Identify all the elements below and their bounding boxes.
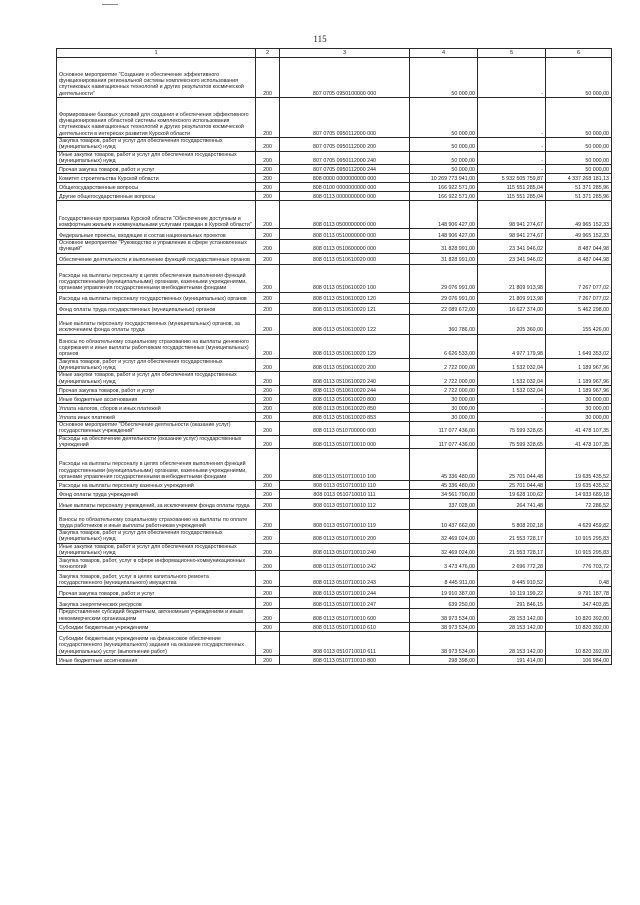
row-line-code: 200 — [256, 449, 280, 481]
row-classification-code: 808 0113 0510710010 100 — [280, 449, 410, 481]
row-line-code: 200 — [256, 138, 280, 152]
row-value-col5: 5 808 202,18 — [478, 510, 546, 530]
row-value-col6: 106 984,00 — [546, 655, 612, 664]
row-value-col4: 29 076 991,00 — [410, 292, 478, 303]
table-row — [57, 165, 612, 174]
row-line-code: 200 — [256, 229, 280, 240]
row-line-code: 200 — [256, 58, 280, 98]
row-value-col4: 2 722 000,00 — [410, 385, 478, 394]
row-value-col5: - — [478, 98, 546, 138]
row-classification-code: 808 0113 0510610020 200 — [280, 358, 410, 372]
table-row — [57, 372, 612, 386]
row-line-code: 200 — [256, 253, 280, 264]
row-value-col4: 45 336 480,00 — [410, 481, 478, 490]
row-value-col6: 50 000,00 — [546, 151, 612, 165]
row-value-col5: 28 153 142,00 — [478, 631, 546, 655]
row-name: Иные выплаты персоналу государственных (муниципальных) органов, за исключением фонда оплаты труда — [57, 314, 256, 334]
row-name: Расходы на выплаты персоналу в целях обеспечения выполнения функций государственными (муниципальными) органами, казенными учреждениями, органами управления государственными внебюджетными фондами — [57, 449, 256, 481]
row-name: Закупка товаров, работ и услуг для обеспечения государственных (муниципальных) нужд — [57, 138, 256, 152]
table-row — [57, 264, 612, 292]
row-classification-code: 808 0113 0510710010 611 — [280, 631, 410, 655]
table-row — [57, 183, 612, 192]
row-value-col6: 30 000,00 — [546, 394, 612, 403]
row-classification-code: 808 0113 0510710010 000 — [280, 435, 410, 449]
row-value-col4: 30 000,00 — [410, 412, 478, 421]
row-value-col6: 51 371 285,96 — [546, 183, 612, 192]
table-row — [57, 151, 612, 165]
scan-artifact-line — [102, 4, 118, 5]
row-value-col4: 298 398,00 — [410, 655, 478, 664]
table-row — [57, 174, 612, 183]
row-value-col6: 10 820 392,00 — [546, 609, 612, 623]
row-classification-code: 808 0113 0510710010 240 — [280, 543, 410, 557]
row-classification-code: 808 0113 0510610020 244 — [280, 385, 410, 394]
row-name: Фонд оплаты труда учреждений — [57, 490, 256, 499]
row-value-col6: 50 000,00 — [546, 98, 612, 138]
row-classification-code: 808 0100 0000000000 000 — [280, 183, 410, 192]
row-line-code: 200 — [256, 292, 280, 303]
row-value-col4: 50 000,00 — [410, 165, 478, 174]
row-value-col4: 30 000,00 — [410, 394, 478, 403]
row-name: Субсидии бюджетным учреждениям — [57, 622, 256, 631]
row-line-code: 200 — [256, 303, 280, 314]
table-row — [57, 303, 612, 314]
row-value-col5: - — [478, 165, 546, 174]
row-value-col4: 8 445 911,00 — [410, 571, 478, 587]
table-row — [57, 334, 612, 358]
row-value-col5: 205 360,00 — [478, 314, 546, 334]
row-classification-code: 807 0705 0950112000 200 — [280, 138, 410, 152]
row-classification-code: 808 0113 0510710010 119 — [280, 510, 410, 530]
row-value-col6: 10 820 392,00 — [546, 631, 612, 655]
row-value-col5: - — [478, 412, 546, 421]
row-classification-code: 807 0705 0950112000 000 — [280, 98, 410, 138]
row-line-code: 200 — [256, 481, 280, 490]
table-row — [57, 622, 612, 631]
row-name: Взносы по обязательному социальному страхованию на выплаты по оплате труда работников и иные выплаты работникам учреждений — [57, 510, 256, 530]
row-value-col4: 6 626 533,00 — [410, 334, 478, 358]
row-value-col6: 155 426,00 — [546, 314, 612, 334]
row-line-code: 200 — [256, 314, 280, 334]
row-line-code: 200 — [256, 510, 280, 530]
row-value-col6: 50 000,00 — [546, 58, 612, 98]
row-value-col4: 38 973 534,00 — [410, 609, 478, 623]
table-row — [57, 530, 612, 544]
table-row — [57, 557, 612, 571]
row-value-col4: 50 000,00 — [410, 58, 478, 98]
row-line-code: 200 — [256, 490, 280, 499]
row-value-col5: - — [478, 151, 546, 165]
row-line-code: 200 — [256, 609, 280, 623]
table-row — [57, 192, 612, 201]
row-value-col4: 38 973 534,00 — [410, 631, 478, 655]
row-value-col6: 50 000,00 — [546, 165, 612, 174]
row-value-col4: 337 028,00 — [410, 499, 478, 510]
row-value-col4: 148 906 427,00 — [410, 229, 478, 240]
row-name: Закупка энергетических ресурсов — [57, 598, 256, 609]
row-value-col6: 41 478 107,35 — [546, 435, 612, 449]
table-row — [57, 481, 612, 490]
row-line-code: 200 — [256, 183, 280, 192]
row-value-col5: - — [478, 403, 546, 412]
row-value-col5: 4 977 179,98 — [478, 334, 546, 358]
table-row — [57, 240, 612, 254]
row-value-col4: 2 722 000,00 — [410, 358, 478, 372]
row-line-code: 200 — [256, 174, 280, 183]
row-classification-code: 808 0000 0000000000 000 — [280, 174, 410, 183]
column-header: 6 — [546, 49, 612, 58]
row-value-col5: 21 553 728,17 — [478, 543, 546, 557]
row-line-code: 200 — [256, 201, 280, 229]
row-line-code: 200 — [256, 499, 280, 510]
row-classification-code: 808 0113 0510610020 121 — [280, 303, 410, 314]
table-row — [57, 490, 612, 499]
row-value-col6: 1 189 967,96 — [546, 385, 612, 394]
row-classification-code: 808 0113 0500000000 000 — [280, 201, 410, 229]
row-value-col5: - — [478, 58, 546, 98]
row-classification-code: 808 0113 0510710010 800 — [280, 655, 410, 664]
table-row — [57, 449, 612, 481]
row-value-col4: 50 000,00 — [410, 151, 478, 165]
row-line-code: 200 — [256, 372, 280, 386]
row-name: Основное мероприятие "Создание и обеспечение эффективного функционирования региональной системы комплексного использования спутниковых навигационных технологий и других результатов космической деятельности" — [57, 58, 256, 98]
row-name: Расходы на выплаты персоналу в целях обеспечения выполнения функций государственными (муниципальными) органами, казенными учреждениями, органами управления государственными внебюджетными фондами — [57, 264, 256, 292]
row-value-col4: 31 828 991,00 — [410, 253, 478, 264]
table-row — [57, 631, 612, 655]
row-value-col4: 29 076 991,00 — [410, 264, 478, 292]
row-line-code: 200 — [256, 192, 280, 201]
row-value-col6: 8 487 044,98 — [546, 253, 612, 264]
row-line-code: 200 — [256, 598, 280, 609]
table-row — [57, 292, 612, 303]
row-value-col6: 776 703,72 — [546, 557, 612, 571]
row-line-code: 200 — [256, 435, 280, 449]
row-name: Расходы на выплаты персоналу казенных учреждений — [57, 481, 256, 490]
row-value-col6: 0,48 — [546, 571, 612, 587]
row-value-col6: 1 189 967,96 — [546, 358, 612, 372]
row-value-col4: 30 000,00 — [410, 403, 478, 412]
row-name: Взносы по обязательному социальному страхованию на выплаты денежного содержания и иные выплаты работникам государственных (муниципальных) органов — [57, 334, 256, 358]
row-value-col5: 264 741,48 — [478, 499, 546, 510]
row-name: Закупка товаров, работ и услуг для обеспечения государственных (муниципальных) нужд — [57, 358, 256, 372]
row-classification-code: 807 0705 0950112000 240 — [280, 151, 410, 165]
row-name: Закупка товаров, работ и услуг для обеспечения государственных (муниципальных) нужд — [57, 530, 256, 544]
table-row — [57, 435, 612, 449]
row-value-col6: 19 635 435,52 — [546, 449, 612, 481]
row-value-col4: 32 469 024,00 — [410, 530, 478, 544]
row-value-col5: 1 532 032,04 — [478, 372, 546, 386]
row-line-code: 200 — [256, 264, 280, 292]
row-name: Предоставление субсидий бюджетным, автономным учреждениям и иным некоммерческим организациям — [57, 609, 256, 623]
row-name: Закупка товаров, работ, услуг в сфере информационно-коммуникационных технологий — [57, 557, 256, 571]
row-classification-code: 808 0113 0510600000 000 — [280, 240, 410, 254]
row-value-col4: 10 437 662,00 — [410, 510, 478, 530]
row-value-col4: 50 000,00 — [410, 98, 478, 138]
row-classification-code: 808 0113 0510610020 853 — [280, 412, 410, 421]
row-classification-code: 808 0113 0510610020 122 — [280, 314, 410, 334]
row-value-col5: 98 941 274,67 — [478, 201, 546, 229]
row-line-code: 200 — [256, 385, 280, 394]
row-name: Иные закупки товаров, работ и услуг для обеспечения государственных (муниципальных) нужд — [57, 543, 256, 557]
row-name: Фонд оплаты труда государственных (муниципальных) органов — [57, 303, 256, 314]
row-value-col5: 21 809 913,98 — [478, 292, 546, 303]
row-value-col5: 1 532 032,04 — [478, 358, 546, 372]
row-value-col4: 45 336 480,00 — [410, 449, 478, 481]
row-line-code: 200 — [256, 571, 280, 587]
row-value-col4: 50 000,00 — [410, 138, 478, 152]
row-value-col5: 23 341 946,02 — [478, 253, 546, 264]
table-row — [57, 138, 612, 152]
row-value-col6: 49 965 152,33 — [546, 229, 612, 240]
row-line-code: 200 — [256, 334, 280, 358]
row-value-col5: 2 696 772,28 — [478, 557, 546, 571]
table-row — [57, 394, 612, 403]
row-name: Другие общегосударственные вопросы — [57, 192, 256, 201]
row-name: Иные закупки товаров, работ и услуг для обеспечения государственных (муниципальных) нужд — [57, 372, 256, 386]
table-row — [57, 358, 612, 372]
table-row — [57, 314, 612, 334]
row-value-col6: 5 462 298,00 — [546, 303, 612, 314]
row-line-code: 200 — [256, 543, 280, 557]
row-line-code: 200 — [256, 655, 280, 664]
row-value-col4: 148 906 427,00 — [410, 201, 478, 229]
row-classification-code: 808 0113 0510710010 243 — [280, 571, 410, 587]
row-value-col6: 14 933 689,18 — [546, 490, 612, 499]
row-name: Иные бюджетные ассигнования — [57, 655, 256, 664]
table-row — [57, 58, 612, 98]
row-value-col6: 30 000,00 — [546, 412, 612, 421]
column-header: 5 — [478, 49, 546, 58]
row-value-col6: 41 478 107,35 — [546, 421, 612, 435]
row-name: Расходы на выплаты персоналу государственных (муниципальных) органов — [57, 292, 256, 303]
row-value-col5: 23 341 946,02 — [478, 240, 546, 254]
row-value-col5: 191 414,00 — [478, 655, 546, 664]
row-value-col4: 2 722 000,00 — [410, 372, 478, 386]
row-name: Иные выплаты персоналу учреждений, за исключением фонда оплаты труда — [57, 499, 256, 510]
row-line-code: 200 — [256, 165, 280, 174]
row-value-col4: 166 922 571,00 — [410, 192, 478, 201]
row-value-col4: 639 250,00 — [410, 598, 478, 609]
row-value-col6: 30 000,00 — [546, 403, 612, 412]
row-value-col5: 28 153 142,00 — [478, 622, 546, 631]
column-header: 2 — [256, 49, 280, 58]
row-classification-code: 808 0113 0510710010 200 — [280, 530, 410, 544]
row-value-col5: 115 551 285,04 — [478, 192, 546, 201]
row-value-col5: 291 846,15 — [478, 598, 546, 609]
row-value-col5: 5 932 505 759,87 — [478, 174, 546, 183]
row-value-col6: 7 267 077,02 — [546, 264, 612, 292]
row-classification-code: 808 0113 0510710010 600 — [280, 609, 410, 623]
row-value-col4: 117 077 436,00 — [410, 421, 478, 435]
row-name: Основное мероприятие "Обеспечение деятельности (оказание услуг) государственных учреждений" — [57, 421, 256, 435]
row-name: Закупка товаров, работ, услуг в целях капитального ремонта государственного (муниципального) имущества — [57, 571, 256, 587]
row-name: Прочая закупка товаров, работ и услуг — [57, 165, 256, 174]
row-value-col5: 10 119 199,22 — [478, 587, 546, 598]
row-value-col5: 21 553 728,17 — [478, 530, 546, 544]
row-value-col6: 10 915 295,83 — [546, 543, 612, 557]
column-header: 3 — [280, 49, 410, 58]
row-line-code: 200 — [256, 358, 280, 372]
row-line-code: 200 — [256, 631, 280, 655]
row-classification-code: 807 0705 0950100000 000 — [280, 58, 410, 98]
row-value-col5: 115 551 285,04 — [478, 183, 546, 192]
row-value-col5: 8 445 910,52 — [478, 571, 546, 587]
row-value-col5: 16 627 374,00 — [478, 303, 546, 314]
column-header: 4 — [410, 49, 478, 58]
row-value-col4: 19 910 387,00 — [410, 587, 478, 598]
row-name: Расходы на обеспечение деятельности (оказание услуг) государственных учреждений — [57, 435, 256, 449]
row-name: Комитет строительства Курской области — [57, 174, 256, 183]
row-value-col4: 38 973 534,00 — [410, 622, 478, 631]
row-classification-code: 808 0113 0510710010 112 — [280, 499, 410, 510]
row-value-col6: 8 487 044,98 — [546, 240, 612, 254]
row-value-col5: 1 532 032,04 — [478, 385, 546, 394]
row-value-col4: 3 473 476,00 — [410, 557, 478, 571]
row-name: Прочая закупка товаров, работ и услуг — [57, 587, 256, 598]
table-row — [57, 253, 612, 264]
row-name: Основное мероприятие "Руководство и управление в сфере установленных функций" — [57, 240, 256, 254]
row-value-col5: 25 701 044,48 — [478, 449, 546, 481]
row-line-code: 200 — [256, 557, 280, 571]
page-number: 115 — [313, 34, 327, 44]
row-value-col5: - — [478, 138, 546, 152]
row-classification-code: 808 0113 0510610020 800 — [280, 394, 410, 403]
column-header: 1 — [57, 49, 256, 58]
row-line-code: 200 — [256, 412, 280, 421]
row-value-col5: 19 628 100,62 — [478, 490, 546, 499]
row-line-code: 200 — [256, 421, 280, 435]
row-name: Государственная программа Курской области "Обеспечение доступным и комфортным жильем и коммунальными услугами граждан в Курской области" — [57, 201, 256, 229]
row-classification-code: 808 0113 0510610020 100 — [280, 264, 410, 292]
row-value-col6: 10 820 392,00 — [546, 622, 612, 631]
row-value-col6: 4 337 268 181,13 — [546, 174, 612, 183]
table-row — [57, 587, 612, 598]
table-row — [57, 543, 612, 557]
row-line-code: 200 — [256, 403, 280, 412]
row-classification-code: 808 0113 0510610020 240 — [280, 372, 410, 386]
row-value-col6: 10 915 295,83 — [546, 530, 612, 544]
row-name: Субсидии бюджетным учреждениям на финансовое обеспечение государственного (муниципального) задания на оказание государственных (муниципальных) услуг (выполнение работ) — [57, 631, 256, 655]
row-classification-code: 808 0113 0510000000 000 — [280, 229, 410, 240]
table-row — [57, 201, 612, 229]
table-row — [57, 598, 612, 609]
table-row — [57, 499, 612, 510]
row-classification-code: 808 0113 0510710010 242 — [280, 557, 410, 571]
row-name: Обеспечение деятельности и выполнение функций государственных органов — [57, 253, 256, 264]
row-value-col6: 50 000,00 — [546, 138, 612, 152]
row-value-col5: 98 941 274,67 — [478, 229, 546, 240]
row-value-col5: 25 701 044,48 — [478, 481, 546, 490]
row-line-code: 200 — [256, 530, 280, 544]
row-classification-code: 808 0113 0510610020 000 — [280, 253, 410, 264]
table-row — [57, 403, 612, 412]
row-value-col6: 19 635 435,52 — [546, 481, 612, 490]
row-value-col5: 75 599 328,65 — [478, 435, 546, 449]
row-classification-code: 808 0113 0510710010 111 — [280, 490, 410, 499]
row-value-col4: 31 828 991,00 — [410, 240, 478, 254]
row-value-col4: 360 786,00 — [410, 314, 478, 334]
row-line-code: 200 — [256, 98, 280, 138]
table-row — [57, 655, 612, 664]
row-value-col6: 9 791 187,78 — [546, 587, 612, 598]
row-classification-code: 808 0113 0510700000 000 — [280, 421, 410, 435]
row-value-col4: 10 269 773 941,00 — [410, 174, 478, 183]
row-name: Прочая закупка товаров, работ и услуг — [57, 385, 256, 394]
row-name: Уплата иных платежей — [57, 412, 256, 421]
row-name: Федеральные проекты, входящие в состав национальных проектов — [57, 229, 256, 240]
row-classification-code: 808 0113 0510710010 247 — [280, 598, 410, 609]
row-classification-code: 808 0113 0510610020 850 — [280, 403, 410, 412]
row-value-col6: 1 189 967,96 — [546, 372, 612, 386]
row-classification-code: 808 0113 0510610020 129 — [280, 334, 410, 358]
row-value-col4: 22 089 672,00 — [410, 303, 478, 314]
table-row — [57, 571, 612, 587]
row-value-col6: 4 629 459,82 — [546, 510, 612, 530]
row-value-col6: 51 371 285,96 — [546, 192, 612, 201]
table-row — [57, 385, 612, 394]
table-row — [57, 421, 612, 435]
row-classification-code: 808 0113 0510710010 110 — [280, 481, 410, 490]
table-row — [57, 229, 612, 240]
row-value-col5: 28 153 142,00 — [478, 609, 546, 623]
row-classification-code: 808 0113 0000000000 000 — [280, 192, 410, 201]
row-name: Формирование базовых условий для создания и обеспечения эффективного функционирования областной системы комплексного использования спутниковых навигационных технологий и других результатов космической деятельности в интересах развития Курской области — [57, 98, 256, 138]
row-value-col5: 75 599 328,65 — [478, 421, 546, 435]
row-line-code: 200 — [256, 622, 280, 631]
row-value-col5: 21 809 913,98 — [478, 264, 546, 292]
row-line-code: 200 — [256, 394, 280, 403]
table-header-row — [57, 49, 612, 58]
row-value-col6: 347 403,85 — [546, 598, 612, 609]
row-line-code: 200 — [256, 151, 280, 165]
row-value-col6: 72 286,52 — [546, 499, 612, 510]
row-value-col6: 49 965 152,33 — [546, 201, 612, 229]
table-row — [57, 98, 612, 138]
row-classification-code: 808 0113 0510610020 120 — [280, 292, 410, 303]
row-value-col4: 166 922 571,00 — [410, 183, 478, 192]
row-value-col6: 7 267 077,02 — [546, 292, 612, 303]
table-row — [57, 609, 612, 623]
budget-table — [56, 48, 612, 665]
row-name: Общегосударственные вопросы — [57, 183, 256, 192]
row-value-col6: 1 649 353,02 — [546, 334, 612, 358]
row-value-col5: - — [478, 394, 546, 403]
row-name: Иные закупки товаров, работ и услуг для обеспечения государственных (муниципальных) нужд — [57, 151, 256, 165]
row-classification-code: 807 0705 0950112000 244 — [280, 165, 410, 174]
row-value-col4: 117 077 436,00 — [410, 435, 478, 449]
row-value-col4: 32 469 024,00 — [410, 543, 478, 557]
row-classification-code: 808 0113 0510710010 610 — [280, 622, 410, 631]
row-classification-code: 808 0113 0510710010 244 — [280, 587, 410, 598]
row-value-col4: 34 561 790,00 — [410, 490, 478, 499]
row-line-code: 200 — [256, 587, 280, 598]
row-name: Уплата налогов, сборов и иных платежей — [57, 403, 256, 412]
row-name: Иные бюджетные ассигнования — [57, 394, 256, 403]
row-line-code: 200 — [256, 240, 280, 254]
table-row — [57, 412, 612, 421]
table-row — [57, 510, 612, 530]
